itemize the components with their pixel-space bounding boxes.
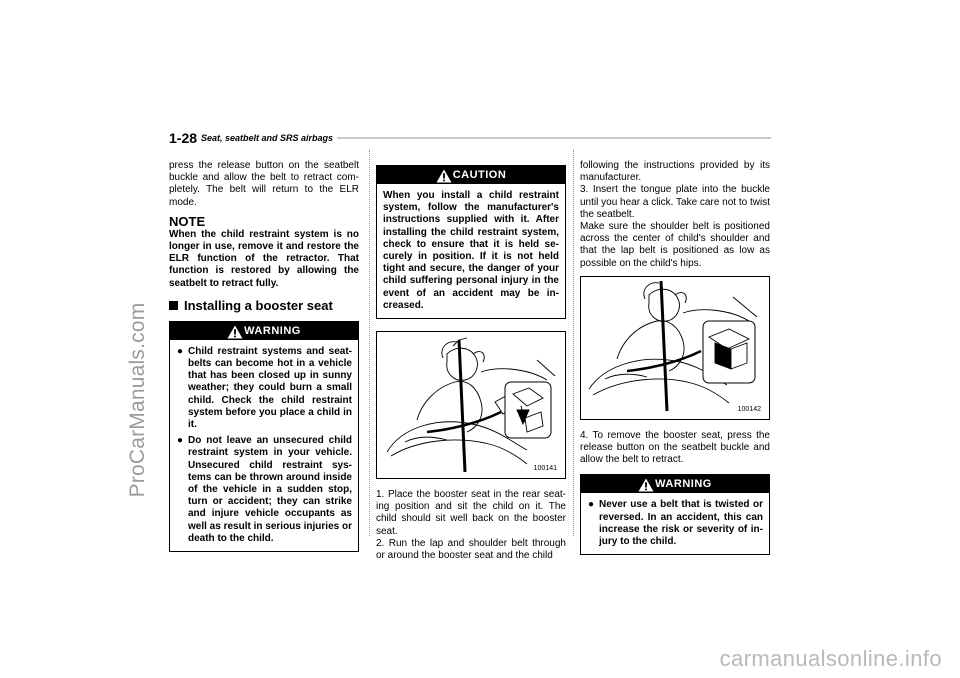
caution-triangle-icon (436, 169, 452, 183)
warning-label: WARNING (655, 478, 712, 491)
side-watermark: ProCarManuals.com (126, 302, 149, 498)
step-1: 1. Place the booster seat in the rear seat-ing position and sit the child on it. The child should sit well back on the booster seat. (376, 489, 566, 537)
warning-triangle-icon (638, 478, 654, 492)
figure-id: 100142 (737, 405, 761, 413)
step-2: 2. Run the lap and shoulder belt through or around the booster seat and the child (376, 537, 566, 562)
buckle-illustration (581, 277, 769, 419)
column-divider-2 (573, 150, 575, 536)
column-2 (376, 165, 566, 562)
column-divider-1 (369, 150, 371, 536)
step-4: 4. To remove the booster seat, press the release button on the seatbelt buckle and allow the belt to retract. (580, 429, 770, 466)
section-heading-text: Installing a booster seat (184, 297, 333, 313)
footer-watermark: carmanualsonline.info (719, 646, 942, 671)
note-text: When the child restraint system is no longer in use, remove it and restore the ELR function of the retractor. That function is restored by allowing the seatbelt to retract fully. (169, 228, 359, 289)
warning-triangle-icon (227, 325, 243, 339)
booster-seat-figure-2 (580, 276, 770, 420)
caution-text: When you install a child restraint system, follow the manufacturer's instructions supplied with it. After installing the child restraint system, check to ensure that it is held se-curely in position. If it is not held tight and secure, the danger of your child suffering personal injury in the event of an accident may be in-creased. (383, 190, 559, 311)
page-header (169, 130, 771, 146)
warning-item: ● Do not leave an unsecured child restraint system in your vehicle. Unsecured child restraint sys-tems can be thrown around inside of the vehicle in a sudden stop, turn or accident; they can strike and injure vehicle occupants as well as result in serious injuries or death to the child. (177, 435, 352, 544)
page-number: 1-28 (169, 130, 198, 146)
booster-seat-illustration (377, 332, 565, 478)
bullet-dot-icon: ● (588, 499, 595, 511)
continued-paragraph: following the instructions provided by its manufacturer. (580, 160, 770, 184)
square-bullet-icon (169, 301, 178, 310)
warning-box-2 (580, 474, 770, 555)
booster-seat-figure-1 (376, 331, 566, 479)
intro-paragraph: press the release button on the seatbelt buckle and allow the belt to retract com-pletely. The belt will return to the ELR mode. (169, 160, 359, 208)
bullet-dot-icon: ● (177, 435, 184, 447)
section-title: Seat, seatbelt and SRS airbags (201, 133, 334, 143)
bullet-dot-icon: ● (177, 345, 184, 357)
step-3: 3. Insert the tongue plate into the buckle until you hear a click. Take care not to twist the seatbelt. (580, 184, 770, 220)
section-heading (169, 298, 359, 313)
warning-box-1 (169, 321, 359, 552)
column-3 (580, 160, 770, 555)
figure-id: 100141 (533, 465, 557, 473)
step-3-note: Make sure the shoulder belt is positioned across the center of child's shoulder and that the lap belt is positioned as low as possible on the child's hips. (580, 221, 770, 269)
warning-banner (170, 322, 358, 340)
caution-box (376, 165, 566, 319)
caution-label: CAUTION (452, 169, 507, 181)
header-rule (337, 137, 771, 139)
note-heading: NOTE (169, 213, 206, 229)
warning-item: ● Never use a belt that is twisted or reversed. In an accident, this can increase the risk or severity of in-jury to the child. (588, 499, 763, 548)
caution-banner (377, 166, 565, 184)
warning-label: WARNING (244, 324, 301, 337)
column-1 (169, 160, 359, 552)
warning-banner (581, 475, 769, 493)
warning-item: ● Child restraint systems and seat-belts can become hot in a vehicle that has been closed up in sunny weather; they could burn a small child. Check the child restraint system before you place a child in it. (177, 345, 352, 431)
